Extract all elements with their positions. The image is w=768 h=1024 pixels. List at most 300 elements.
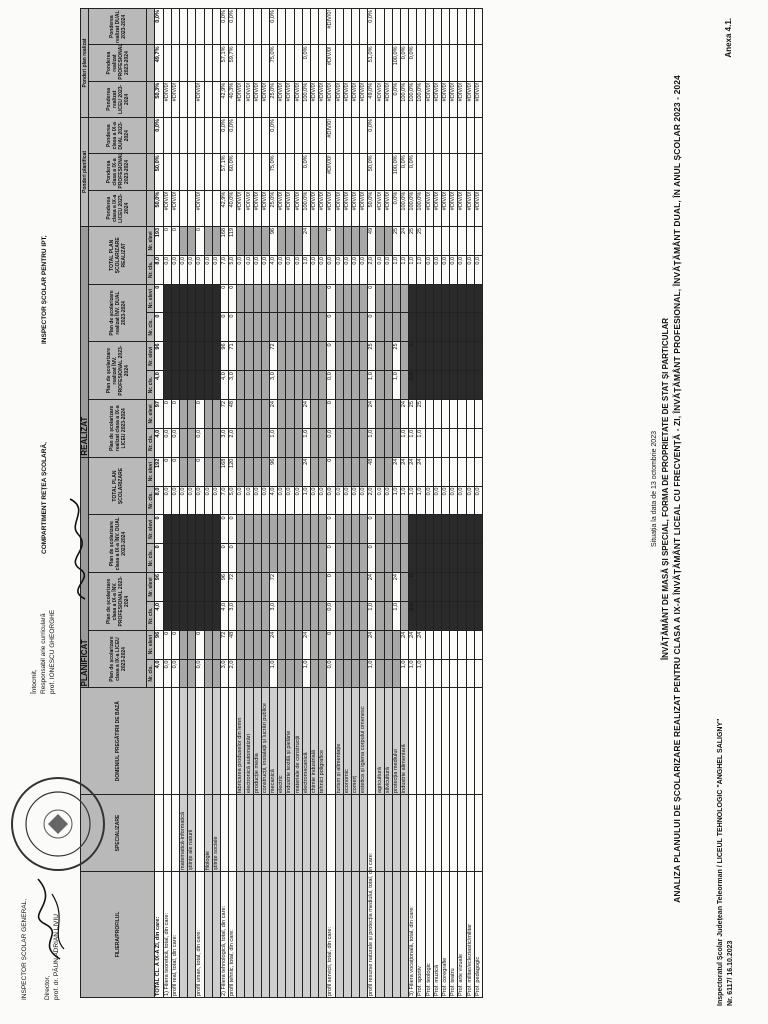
cell-value <box>343 544 351 573</box>
cell-specializare <box>343 795 351 872</box>
table-row <box>376 9 384 998</box>
cell-value <box>392 659 400 688</box>
cell-value <box>319 284 327 313</box>
cell-value <box>261 515 269 544</box>
cell-value <box>212 154 220 190</box>
cell-value <box>343 45 351 81</box>
cell-value <box>384 45 392 81</box>
table-row <box>294 9 302 998</box>
cell-filiera: Prof. coregrafie <box>441 872 449 998</box>
cell-value: 1,0 <box>392 486 400 515</box>
cell-value <box>360 399 368 428</box>
cell-value <box>458 601 466 630</box>
cell-filiera: Prof. muzică <box>433 872 441 998</box>
cell-value <box>188 428 196 457</box>
cell-value <box>302 515 310 544</box>
cell-value: 25 <box>409 226 417 255</box>
cell-value <box>302 9 310 45</box>
cell-value <box>294 226 302 255</box>
cell-value <box>409 544 417 573</box>
cell-specializare <box>409 795 417 872</box>
cell-value <box>212 45 220 81</box>
cell-value: 24 <box>417 457 425 486</box>
cell-value <box>335 515 343 544</box>
cell-value <box>188 371 196 400</box>
cell-value: 1,0 <box>401 659 409 688</box>
cell-value: 1,0 <box>302 486 310 515</box>
cell-value <box>302 118 310 154</box>
cell-value <box>433 9 441 45</box>
cell-value <box>384 659 392 688</box>
cell-value <box>335 226 343 255</box>
cell-value <box>171 9 179 45</box>
cell-value <box>245 457 253 486</box>
cell-value <box>294 659 302 688</box>
cell-value <box>179 190 187 226</box>
cell-value: #DIV/0! <box>163 81 171 117</box>
cell-value <box>319 630 327 659</box>
cell-value <box>286 154 294 190</box>
cell-value <box>450 154 458 190</box>
cell-domeniu <box>204 688 212 795</box>
cell-value <box>179 9 187 45</box>
cell-value <box>425 284 433 313</box>
cell-value <box>294 313 302 342</box>
cell-value <box>335 313 343 342</box>
table-row <box>343 9 351 998</box>
cell-value <box>441 601 449 630</box>
cell-value: 0,0% <box>401 45 409 81</box>
cell-value: #DIV/0! <box>343 81 351 117</box>
cell-value: 0,0 <box>458 255 466 284</box>
cell-value <box>245 601 253 630</box>
cell-value: 0,0 <box>212 255 220 284</box>
cell-value: #DIV/0! <box>278 81 286 117</box>
cell-domeniu <box>466 688 474 795</box>
cell-value <box>466 630 474 659</box>
cell-value <box>392 118 400 154</box>
cell-value <box>310 154 318 190</box>
cell-value <box>351 9 359 45</box>
cell-value <box>196 313 204 342</box>
cell-value: 24 <box>270 630 278 659</box>
cell-value <box>474 226 482 255</box>
cell-value <box>237 457 245 486</box>
cell-value <box>466 118 474 154</box>
cell-value: 0,0 <box>441 255 449 284</box>
cell-value: #DIV/0! <box>327 45 335 81</box>
cell-value <box>253 154 261 190</box>
cell-value: #DIV/0! <box>441 190 449 226</box>
cell-value <box>343 9 351 45</box>
cell-value <box>319 399 327 428</box>
cell-value <box>196 601 204 630</box>
cell-value <box>212 544 220 573</box>
cell-value <box>310 428 318 457</box>
cell-value <box>450 371 458 400</box>
cell-value <box>466 284 474 313</box>
cell-value <box>196 9 204 45</box>
cell-specializare <box>229 795 237 872</box>
cell-value <box>278 573 286 602</box>
cell-value: 0,0 <box>360 255 368 284</box>
cell-value: 0,0 <box>466 486 474 515</box>
table-row <box>401 9 409 998</box>
cell-value: 0 <box>409 573 417 602</box>
cell-value: 0,0% <box>302 154 310 190</box>
cell-value <box>286 515 294 544</box>
cell-value <box>433 226 441 255</box>
cell-value <box>261 284 269 313</box>
cell-value <box>466 659 474 688</box>
cell-value <box>474 45 482 81</box>
cell-value <box>278 457 286 486</box>
cell-value <box>270 284 278 313</box>
cell-value <box>335 659 343 688</box>
cell-value <box>179 659 187 688</box>
cell-value <box>474 399 482 428</box>
cell-value: #DIV/0! <box>310 190 318 226</box>
cell-specializare <box>433 795 441 872</box>
cell-value <box>310 544 318 573</box>
cell-value <box>212 457 220 486</box>
cell-value <box>351 371 359 400</box>
header-domeniu: DOMENIUL PREGĂTIRII DE BAZĂ <box>81 688 155 795</box>
cell-filiera: Prof. teologic <box>425 872 433 998</box>
cell-value: 0 <box>229 544 237 573</box>
cell-value <box>237 399 245 428</box>
column-header: Plan de școlarizare clasa a IX-a ÎNV. DUAL 2023-2024 <box>89 515 147 573</box>
table-row <box>261 9 269 998</box>
cell-value: 0,0 <box>261 255 269 284</box>
cell-value <box>450 226 458 255</box>
cell-value: 0,0 <box>384 486 392 515</box>
cell-value: 0 <box>327 515 335 544</box>
cell-value <box>204 630 212 659</box>
cell-value <box>179 428 187 457</box>
cell-value: 75,0% <box>270 45 278 81</box>
cell-value <box>376 284 384 313</box>
cell-value <box>204 342 212 371</box>
cell-value <box>409 515 417 544</box>
cell-value <box>401 118 409 154</box>
cell-value <box>319 457 327 486</box>
cell-value <box>433 342 441 371</box>
cell-value: 75,0% <box>270 154 278 190</box>
cell-value <box>245 371 253 400</box>
cell-value: 0 <box>220 284 228 313</box>
cell-value: 24 <box>302 457 310 486</box>
cell-value <box>294 544 302 573</box>
cell-specializare <box>458 795 466 872</box>
cell-value <box>294 342 302 371</box>
table-row <box>179 9 187 998</box>
cell-value <box>441 45 449 81</box>
cell-value <box>425 399 433 428</box>
cell-value <box>179 226 187 255</box>
cell-value <box>237 342 245 371</box>
cell-value <box>310 45 318 81</box>
cell-specializare <box>335 795 343 872</box>
cell-value <box>441 630 449 659</box>
column-header: TOTAL PLAN ȘCOLARIZARE REALIZAT <box>89 226 147 284</box>
cell-value: 1,0 <box>302 255 310 284</box>
cell-value: 100,0% <box>392 45 400 81</box>
cell-value <box>425 428 433 457</box>
cell-value <box>261 118 269 154</box>
cell-value: #DIV/0! <box>425 190 433 226</box>
cell-value: 25,0% <box>270 81 278 117</box>
cell-value <box>212 399 220 428</box>
cell-specializare <box>196 795 204 872</box>
subheader-pondere <box>147 190 155 226</box>
cell-value <box>351 284 359 313</box>
cell-value <box>261 154 269 190</box>
cell-value <box>335 630 343 659</box>
table-row <box>335 9 343 998</box>
cell-domeniu: mecanică <box>270 688 278 795</box>
cell-value <box>376 226 384 255</box>
cell-value <box>261 573 269 602</box>
cell-value <box>384 226 392 255</box>
cell-value <box>204 313 212 342</box>
cell-value <box>245 118 253 154</box>
cell-value <box>335 9 343 45</box>
cell-value <box>343 154 351 190</box>
column-header: Ponderea clasa a IX-a PROFESIONAL 2023-2024 <box>89 154 147 190</box>
cell-value: #DIV/0! <box>327 118 335 154</box>
cell-value <box>253 284 261 313</box>
cell-value <box>441 428 449 457</box>
cell-domeniu <box>171 688 179 795</box>
cell-value: 2,0 <box>368 255 376 284</box>
cell-value <box>286 45 294 81</box>
cell-value: 72 <box>220 630 228 659</box>
cell-value <box>458 9 466 45</box>
cell-value <box>253 342 261 371</box>
cell-value <box>466 457 474 486</box>
cell-value <box>245 659 253 688</box>
cell-value <box>458 371 466 400</box>
cell-value: 0 <box>196 457 204 486</box>
cell-value <box>253 457 261 486</box>
cell-value <box>425 515 433 544</box>
cell-value: 0 <box>327 399 335 428</box>
cell-value <box>310 659 318 688</box>
cell-value <box>466 428 474 457</box>
cell-value: 25 <box>392 226 400 255</box>
cell-value: 0,0 <box>196 486 204 515</box>
cell-value <box>261 342 269 371</box>
cell-value <box>392 9 400 45</box>
cell-value: 0 <box>368 544 376 573</box>
cell-value: #DIV/0! <box>294 190 302 226</box>
cell-value <box>458 573 466 602</box>
cell-value: 0 <box>327 544 335 573</box>
cell-value <box>163 601 171 630</box>
cell-value <box>392 428 400 457</box>
cell-value: 0,0 <box>450 486 458 515</box>
cell-value <box>310 399 318 428</box>
cell-value <box>171 515 179 544</box>
cell-value <box>245 428 253 457</box>
cell-value: 0,0 <box>327 486 335 515</box>
cell-value <box>278 284 286 313</box>
cell-value <box>466 342 474 371</box>
cell-domeniu <box>450 688 458 795</box>
cell-value <box>433 601 441 630</box>
table-row <box>327 9 335 998</box>
cell-value: #DIV/0! <box>450 81 458 117</box>
cell-filiera <box>310 872 318 998</box>
cell-specializare: științe ale naturii <box>188 795 196 872</box>
cell-value <box>204 457 212 486</box>
cell-value <box>384 457 392 486</box>
cell-value: 1,0 <box>302 428 310 457</box>
cell-value: #DIV/0! <box>376 81 384 117</box>
cell-value <box>450 573 458 602</box>
cell-value: 0,0 <box>188 255 196 284</box>
cell-value: 24 <box>409 457 417 486</box>
cell-value <box>360 573 368 602</box>
cell-value: 2,0 <box>368 486 376 515</box>
cell-value: 25,0% <box>270 190 278 226</box>
cell-value <box>335 45 343 81</box>
cell-value <box>401 9 409 45</box>
cell-value: 50,3% <box>155 81 163 117</box>
cell-value <box>286 601 294 630</box>
cell-value <box>450 9 458 45</box>
cell-value <box>278 601 286 630</box>
cell-value: 0,0 <box>245 255 253 284</box>
cell-value <box>286 284 294 313</box>
cell-value: #DIV/0! <box>474 81 482 117</box>
cell-value <box>319 154 327 190</box>
cell-value: 0 <box>163 399 171 428</box>
cell-value <box>294 573 302 602</box>
cell-value: 1,0 <box>401 486 409 515</box>
cell-value: 0 <box>171 226 179 255</box>
cell-value: 1,0 <box>368 659 376 688</box>
cell-value <box>335 544 343 573</box>
cell-value <box>450 118 458 154</box>
cell-value <box>204 601 212 630</box>
cell-value: 96 <box>220 342 228 371</box>
cell-value <box>425 573 433 602</box>
cell-value: 50,0% <box>368 190 376 226</box>
cell-value <box>294 118 302 154</box>
cell-value <box>286 573 294 602</box>
cell-value: 0,0% <box>409 154 417 190</box>
cell-value <box>261 659 269 688</box>
cell-value: 0,0 <box>278 486 286 515</box>
cell-value: 0,0% <box>155 118 163 154</box>
cell-value <box>425 601 433 630</box>
cell-domeniu: economic <box>343 688 351 795</box>
cell-value <box>343 659 351 688</box>
cell-value <box>196 154 204 190</box>
cell-value <box>237 371 245 400</box>
cell-value: #DIV/0! <box>163 190 171 226</box>
cell-value <box>237 544 245 573</box>
cell-value <box>196 573 204 602</box>
cell-value <box>245 284 253 313</box>
cell-value: 0,0 <box>409 601 417 630</box>
cell-value <box>458 457 466 486</box>
cell-value <box>376 45 384 81</box>
cell-value <box>310 342 318 371</box>
cell-value: #DIV/0! <box>294 81 302 117</box>
cell-domeniu: estetica și igiena corpului omenesc <box>360 688 368 795</box>
table-row <box>302 9 310 998</box>
cell-value <box>204 154 212 190</box>
cell-value <box>278 399 286 428</box>
subheader-nr-cls: Nr. cls. <box>147 486 155 515</box>
subheader-nr-cls: Nr. cls. <box>147 659 155 688</box>
cell-value <box>376 515 384 544</box>
cell-value <box>310 118 318 154</box>
cell-value <box>474 630 482 659</box>
cell-value <box>212 190 220 226</box>
cell-filiera <box>245 872 253 998</box>
cell-value <box>458 154 466 190</box>
cell-specializare <box>294 795 302 872</box>
cell-value <box>433 457 441 486</box>
cell-value: 100,0% <box>417 190 425 226</box>
cell-value <box>261 313 269 342</box>
cell-domeniu <box>433 688 441 795</box>
cell-value: #DIV/0! <box>425 81 433 117</box>
cell-value <box>179 284 187 313</box>
cell-value <box>384 154 392 190</box>
cell-value <box>310 457 318 486</box>
cell-value <box>409 284 417 313</box>
cell-value <box>294 45 302 81</box>
cell-value <box>450 428 458 457</box>
cell-value <box>401 515 409 544</box>
cell-value <box>270 544 278 573</box>
cell-value: 0,0 <box>450 255 458 284</box>
table-row <box>270 9 278 998</box>
table-row <box>441 9 449 998</box>
cell-value <box>188 630 196 659</box>
cell-value <box>417 284 425 313</box>
cell-value <box>188 601 196 630</box>
cell-value: 0,0 <box>163 659 171 688</box>
cell-value: 1,0 <box>392 601 400 630</box>
cell-value <box>466 573 474 602</box>
cell-domeniu <box>474 688 482 795</box>
cell-value: 49,0% <box>368 81 376 117</box>
cell-value <box>188 659 196 688</box>
cell-value <box>286 659 294 688</box>
cell-value <box>450 544 458 573</box>
cell-filiera <box>261 872 269 998</box>
cell-value <box>319 544 327 573</box>
cell-value: 0 <box>171 399 179 428</box>
cell-domeniu <box>196 688 204 795</box>
cell-value <box>196 515 204 544</box>
cell-value <box>384 630 392 659</box>
cell-value: 0,0 <box>196 659 204 688</box>
cell-value <box>286 342 294 371</box>
cell-value: 193 <box>155 226 163 255</box>
cell-value <box>392 544 400 573</box>
cell-value <box>204 9 212 45</box>
cell-value <box>286 313 294 342</box>
cell-value <box>425 630 433 659</box>
cell-value: 0,0 <box>466 255 474 284</box>
